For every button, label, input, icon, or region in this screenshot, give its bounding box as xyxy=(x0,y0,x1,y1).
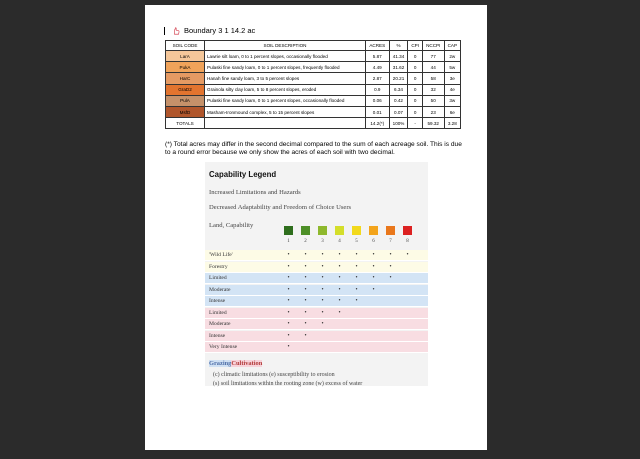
soil-cpi-cell: 0 xyxy=(408,73,422,84)
land-use-label: 'Wild Life' xyxy=(209,252,233,258)
capability-dot: • xyxy=(304,298,307,304)
document-page xyxy=(145,5,487,450)
capability-dot: • xyxy=(304,263,307,270)
soil-pct-cell: 41.34 xyxy=(389,51,408,62)
land-use-label: Intense xyxy=(209,298,226,304)
capability-class-number: 2 xyxy=(304,239,307,244)
column-header: SOIL CODE xyxy=(166,41,205,51)
soil-row xyxy=(166,51,461,62)
land-use-row xyxy=(205,308,428,319)
capability-dot: • xyxy=(287,275,290,281)
capability-dot: • xyxy=(355,298,358,304)
land-use-row xyxy=(205,250,428,261)
capability-dot: • xyxy=(355,252,358,258)
soil-cpi-cell: 0 xyxy=(408,106,422,117)
capability-dot: • xyxy=(304,286,307,293)
soil-cpi-cell: 0 xyxy=(408,95,422,106)
land-use-label: Intense xyxy=(209,332,226,339)
legend-line-limitations: Increased Limitations and Hazards xyxy=(209,189,301,196)
capability-dot: • xyxy=(321,252,324,258)
soil-acres-cell: 4.49 xyxy=(366,62,390,73)
capability-dot: • xyxy=(355,286,358,293)
text-cursor-icon xyxy=(164,27,169,35)
soil-description-cell: Hanah fine sandy loam, 3 to 5 percent slopes xyxy=(205,73,366,84)
capability-dot: • xyxy=(338,298,341,304)
capability-dot: • xyxy=(389,263,392,270)
column-header: CAP xyxy=(444,41,460,51)
land-use-label: Moderate xyxy=(209,286,231,293)
soil-row xyxy=(166,73,461,84)
column-header: CPI xyxy=(408,41,422,51)
capability-dot: • xyxy=(287,252,290,258)
capability-dot: • xyxy=(321,321,324,327)
capability-dot: • xyxy=(321,298,324,304)
capability-dot: • xyxy=(338,275,341,281)
capability-dot: • xyxy=(372,286,375,293)
capability-dot: • xyxy=(304,275,307,281)
land-use-row xyxy=(205,285,428,296)
capability-dot: • xyxy=(287,263,290,270)
capability-dot: • xyxy=(372,263,375,270)
land-use-label: Moderate xyxy=(209,321,231,327)
capability-dot: • xyxy=(304,252,307,258)
land-use-row xyxy=(205,296,428,307)
grazing-cultivation-key xyxy=(209,360,262,367)
soil-row xyxy=(166,95,461,106)
soil-nccpi-cell: 44 xyxy=(422,62,444,73)
acreage-note: (*) Total acres may differ in the second decimal compared to the sum of each acreage soil. This is due to a round error because we only show the acres of each soil with two decimal. xyxy=(165,141,462,156)
capability-dot: • xyxy=(287,286,290,293)
soil-cpi-cell: 0 xyxy=(408,84,422,95)
totals-pct-cell: 100% xyxy=(389,118,408,129)
capability-dot: • xyxy=(355,275,358,281)
legend-footnote-climatic: (c) climatic limitations (e) susceptibility to erosion xyxy=(213,372,335,378)
soil-code-cell: PulA xyxy=(166,95,205,106)
capability-dot: • xyxy=(287,344,290,350)
land-use-label: Limited xyxy=(209,275,227,281)
capability-dot: • xyxy=(304,332,307,339)
soil-pct-cell: 6.34 xyxy=(389,84,408,95)
totals-cpi-cell: - xyxy=(408,118,422,129)
legend-footnote-soil: (s) soil limitations within the rooting zone (w) excess of water xyxy=(213,381,363,387)
land-use-label: Limited xyxy=(209,309,227,316)
capability-class-number: 4 xyxy=(338,239,341,244)
soil-code-cell: PukA xyxy=(166,62,205,73)
soil-acres-cell: 0.01 xyxy=(366,106,390,117)
soil-description-cell: Masham-Ironmound complex, 5 to 15 percent slopes xyxy=(205,106,366,117)
capability-dot: • xyxy=(338,286,341,293)
capability-dot: • xyxy=(287,298,290,304)
capability-dot: • xyxy=(321,275,324,281)
capability-class-swatch xyxy=(284,226,293,235)
land-use-row xyxy=(205,342,428,353)
soil-cap-cell: 5w xyxy=(444,62,460,73)
soil-nccpi-cell: 50 xyxy=(422,95,444,106)
soil-acres-cell: 2.87 xyxy=(366,73,390,84)
soil-code-cell: HarC xyxy=(166,73,205,84)
soil-code-cell: GraD2 xyxy=(166,84,205,95)
soil-pct-cell: 31.62 xyxy=(389,62,408,73)
totals-nccpi-cell: 59.32 xyxy=(422,118,444,129)
capability-dot: • xyxy=(372,252,375,258)
capability-dot: • xyxy=(389,252,392,258)
boundary-header xyxy=(164,26,255,35)
capability-dot: • xyxy=(355,263,358,270)
land-use-row xyxy=(205,331,428,342)
capability-class-swatch xyxy=(318,226,327,235)
capability-dot: • xyxy=(287,309,290,316)
capability-dot: • xyxy=(304,321,307,327)
cultivation-label: Cultivation xyxy=(231,360,263,367)
capability-dot: • xyxy=(321,309,324,316)
hand-pointer-icon xyxy=(172,27,180,35)
capability-dot: • xyxy=(338,252,341,258)
soil-cap-cell: 4e xyxy=(444,84,460,95)
soil-cpi-cell: 0 xyxy=(408,51,422,62)
capability-dot: • xyxy=(287,321,290,327)
soil-nccpi-cell: 23 xyxy=(422,106,444,117)
capability-dot: • xyxy=(338,263,341,270)
soil-description-cell: Grainola silty clay loam, 5 to 8 percent slopes, eroded xyxy=(205,84,366,95)
soil-acres-cell: 0.06 xyxy=(366,95,390,106)
land-use-row xyxy=(205,262,428,273)
capability-class-number: 5 xyxy=(355,239,358,244)
soil-nccpi-cell: 58 xyxy=(422,73,444,84)
capability-dot: • xyxy=(287,332,290,339)
capability-class-swatch xyxy=(301,226,310,235)
column-header: % xyxy=(389,41,408,51)
soil-row xyxy=(166,62,461,73)
soil-pct-cell: 0.07 xyxy=(389,106,408,117)
capability-dot: • xyxy=(389,275,392,281)
soil-table xyxy=(165,40,461,129)
capability-class-swatch xyxy=(352,226,361,235)
soil-cap-cell: 6e xyxy=(444,106,460,117)
land-use-label: Forestry xyxy=(209,263,228,270)
soil-cap-cell: 3e xyxy=(444,73,460,84)
capability-class-number: 1 xyxy=(287,239,290,244)
capability-class-swatch xyxy=(403,226,412,235)
land-use-row xyxy=(205,319,428,330)
soil-pct-cell: 20.21 xyxy=(389,73,408,84)
soil-nccpi-cell: 32 xyxy=(422,84,444,95)
soil-acres-cell: 0.9 xyxy=(366,84,390,95)
soil-table-header xyxy=(166,41,461,51)
legend-land-capability-label: Land, Capability xyxy=(209,222,254,229)
capability-class-number: 6 xyxy=(372,239,375,244)
capability-dot: • xyxy=(372,275,375,281)
totals-acres-cell: 14.2(*) xyxy=(366,118,390,129)
soil-description-cell: Lawrie silt loam, 0 to 1 percent slopes, occasionally flooded xyxy=(205,51,366,62)
soil-description-cell: Pulaski fine sandy loam, 0 to 1 percent slopes, occasionally flooded xyxy=(205,95,366,106)
capability-dot: • xyxy=(304,309,307,316)
soil-code-cell: MsfD xyxy=(166,106,205,117)
soil-nccpi-cell: 77 xyxy=(422,51,444,62)
soil-cap-cell: 3w xyxy=(444,95,460,106)
column-header: ACRES xyxy=(366,41,390,51)
column-header: SOIL DESCRIPTION xyxy=(205,41,366,51)
capability-legend xyxy=(205,162,428,386)
soil-acres-cell: 5.87 xyxy=(366,51,390,62)
soil-row xyxy=(166,84,461,95)
soil-code-cell: LarA xyxy=(166,51,205,62)
totals-cap-cell: 3.28 xyxy=(444,118,460,129)
capability-class-swatch xyxy=(386,226,395,235)
capability-class-swatch xyxy=(369,226,378,235)
capability-dot: • xyxy=(321,263,324,270)
capability-dot: • xyxy=(338,309,341,316)
capability-dot: • xyxy=(406,252,409,258)
soil-description-cell: Pulaski fine sandy loam, 0 to 1 percent slopes, frequently flooded xyxy=(205,62,366,73)
totals-row xyxy=(166,118,461,129)
land-use-row xyxy=(205,273,428,284)
totals-label: TOTALS xyxy=(166,118,205,129)
soil-cap-cell: 2w xyxy=(444,51,460,62)
soil-cpi-cell: 0 xyxy=(408,62,422,73)
capability-class-number: 8 xyxy=(406,239,409,244)
column-header: NCCPI xyxy=(422,41,444,51)
land-use-label: Very Intense xyxy=(209,344,238,350)
capability-class-number: 7 xyxy=(389,239,392,244)
capability-class-swatch xyxy=(335,226,344,235)
soil-row xyxy=(166,106,461,117)
legend-title: Capability Legend xyxy=(209,170,277,179)
boundary-title: Boundary 3 1 14.2 ac xyxy=(184,26,256,35)
totals-empty-cell xyxy=(205,118,366,129)
soil-pct-cell: 0.42 xyxy=(389,95,408,106)
legend-line-adaptability: Decreased Adaptability and Freedom of Choice Users xyxy=(209,204,352,211)
capability-dot: • xyxy=(321,286,324,293)
grazing-label: Grazing xyxy=(209,360,232,367)
capability-class-number: 3 xyxy=(321,239,324,244)
